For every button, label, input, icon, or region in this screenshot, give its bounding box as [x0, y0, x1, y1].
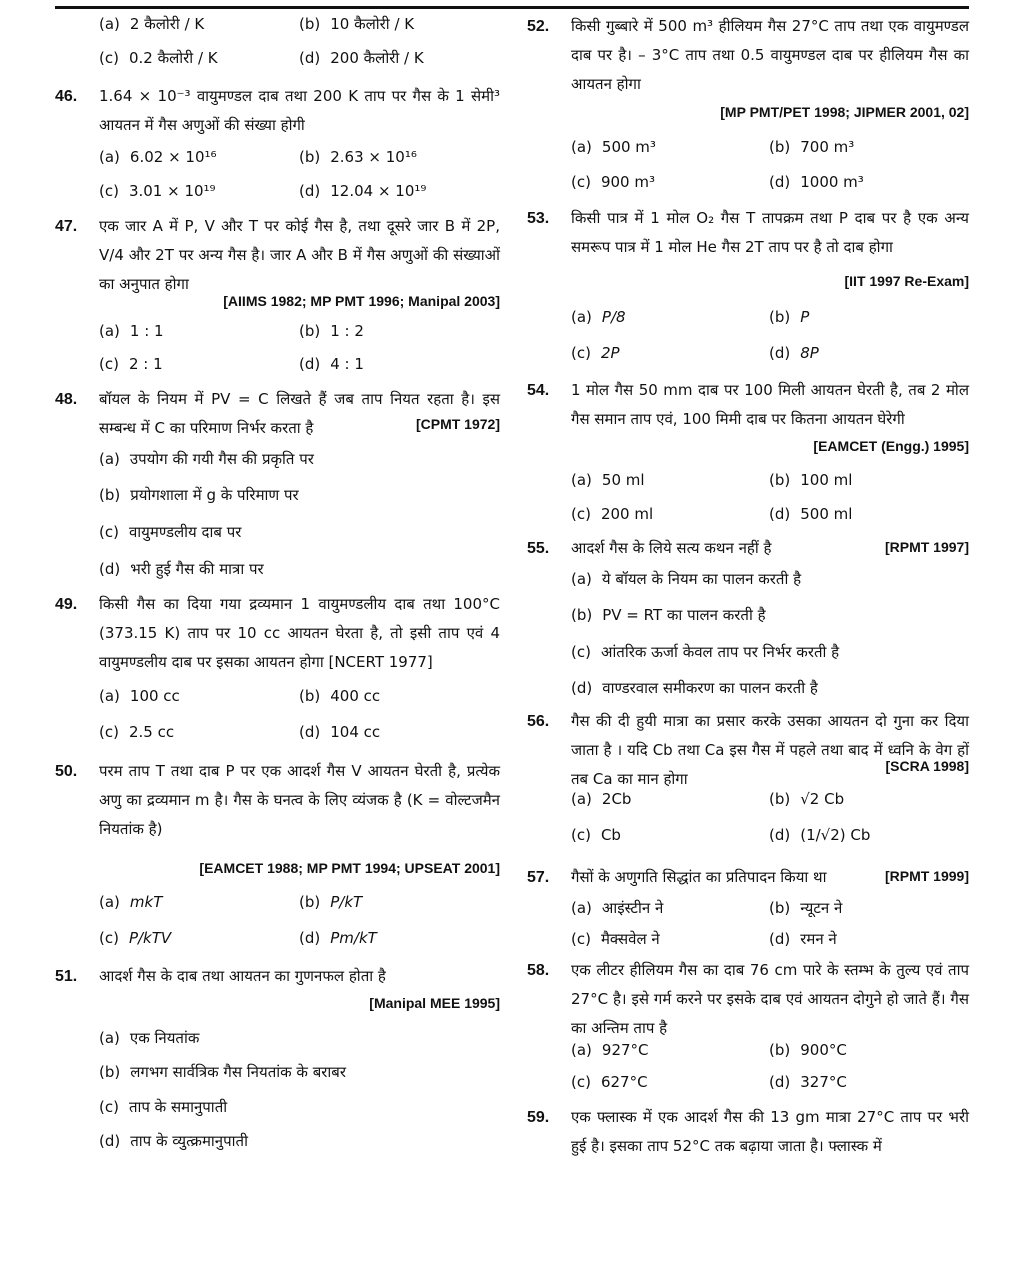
option-a: (a) उपयोग की गयी गैस की प्रकृति पर [99, 450, 314, 468]
option-d: (d) Pm/kT [299, 929, 377, 947]
option-d: (d) 200 कैलोरी / K [299, 49, 424, 67]
option-d: (d) 1000 m³ [769, 173, 864, 191]
question-number: 59. [527, 1109, 550, 1126]
question-48 [55, 385, 500, 443]
question-number: 46. [55, 88, 78, 105]
question-text: बॉयल के नियम में PV = C लिखते हैं जब ताप नियत रहता है। इस सम्बन्ध में C का परिमाण निर्भर करता है [99, 390, 500, 437]
option-a: (a) P/8 [571, 308, 626, 326]
option-c: (c) 2.5 cc [99, 723, 175, 741]
option-c: (c) वायुमण्डलीय दाब पर [99, 523, 242, 541]
option-c: (c) ताप के समानुपाती [99, 1098, 228, 1116]
option-a: (a) 6.02 × 10¹⁶ [99, 148, 217, 166]
option-c: (c) आंतरिक ऊर्जा केवल ताप पर निर्भर करती है [571, 643, 840, 661]
option-b: (b) √2 Cb [769, 790, 845, 808]
question-text: आदर्श गैस के दाब तथा आयतन का गुणनफल होता है [99, 967, 386, 985]
option-b: (b) लगभग सार्वत्रिक गैस नियतांक के बराबर [99, 1063, 346, 1081]
exam-source: [CPMT 1972] [415, 416, 500, 432]
question-number: 53. [527, 210, 550, 227]
question-53 [527, 204, 969, 262]
option-b: (b) प्रयोगशाला में g के परिमाण पर [99, 486, 299, 504]
option-d: (d) 12.04 × 10¹⁹ [299, 182, 427, 200]
question-number: 47. [55, 218, 78, 235]
option-d: (d) ताप के व्युत्क्रमानुपाती [99, 1132, 248, 1150]
question-text: परम ताप T तथा दाब P पर एक आदर्श गैस V आयतन घेरती है, प्रत्येक अणु का द्रव्यमान m है। गैस के घनत्व के लिए व्यंजक है (K = वोल्टजमैन नियतांक है) [99, 762, 500, 838]
question-51 [55, 962, 500, 991]
option-a: (a) एक नियतांक [99, 1029, 200, 1047]
question-number: 55. [527, 540, 550, 557]
exam-source: [RPMT 1997] [884, 539, 969, 555]
question-number: 54. [527, 382, 550, 399]
exam-source: [SCRA 1998] [885, 758, 969, 774]
question-54 [527, 376, 969, 434]
option-b: (b) 900°C [769, 1041, 847, 1059]
question-47 [55, 212, 500, 299]
option-c: (c) 3.01 × 10¹⁹ [99, 182, 216, 200]
option-c: (c) 2P [571, 344, 620, 362]
option-c: (c) 200 ml [571, 505, 654, 523]
option-a: (a) 100 cc [99, 687, 180, 705]
question-56 [527, 707, 969, 794]
option-a: (a) ये बॉयल के नियम का पालन करती है [571, 570, 802, 588]
question-text: किसी गुब्बारे में 500 m³ हीलियम गैस 27°C ताप तथा एक वायुमण्डल दाब पर है। – 3°C ताप तथा 0.5 वायुमण्डल दाब पर हीलियम गैस का आयतन होगा [571, 17, 969, 93]
question-49 [55, 590, 500, 677]
question-46 [55, 82, 500, 140]
question-number: 49. [55, 596, 78, 613]
option-c: (c) 627°C [571, 1073, 648, 1091]
question-text: किसी गैस का दिया गया द्रव्यमान 1 वायुमण्डलीय दाब तथा 100°C (373.15 K) ताप पर 10 cc आयतन घेरता है, तो इसी ताप एवं 4 वायुमण्डलीय दाब पर इसका आयतन होगा [NCERT 1977] [99, 595, 500, 671]
option-a: (a) 2Cb [571, 790, 632, 808]
question-text: एक लीटर हीलियम गैस का दाब 76 cm पारे के स्तम्भ के तुल्य एवं ताप 27°C है। इसे गर्म करने पर इसके दाब एवं आयतन दोगुने हो जाते हैं। गैस का अन्तिम ताप है [571, 961, 969, 1037]
option-c: (c) मैक्सवेल ने [571, 930, 660, 948]
option-c: (c) 2 : 1 [99, 355, 163, 373]
option-d: (d) 327°C [769, 1073, 847, 1091]
exam-source: [RPMT 1999] [884, 868, 969, 884]
option-c: (c) 900 m³ [571, 173, 655, 191]
option-c: (c) P/kTV [99, 929, 172, 947]
option-a: (a) mkT [99, 893, 163, 911]
question-text: 1.64 × 10⁻³ वायुमण्डल दाब तथा 200 K ताप पर गैस के 1 सेमी³ आयतन में गैस अणुओं की संख्या होगी [99, 87, 500, 134]
option-b: (b) P/kT [299, 893, 363, 911]
option-a: (a) 2 कैलोरी / K [99, 15, 205, 33]
question-59 [527, 1103, 969, 1161]
top-rule [55, 6, 969, 9]
question-number: 56. [527, 713, 550, 730]
option-b: (b) 400 cc [299, 687, 381, 705]
question-text: एक फ्लास्क में एक आदर्श गैस की 13 gm मात्रा 27°C ताप पर भरी हुई है। इसका ताप 52°C तक बढ़ाया जाता है। फ्लास्क में [571, 1108, 969, 1155]
question-number: 51. [55, 968, 78, 985]
option-d: (d) वाण्डरवाल समीकरण का पालन करती है [571, 679, 818, 697]
exam-source: [EAMCET (Engg.) 1995] [813, 438, 969, 454]
option-d: (d) 500 ml [769, 505, 853, 523]
exam-source: [Manipal MEE 1995] [369, 995, 500, 1011]
question-number: 48. [55, 391, 78, 408]
exam-source: [MP PMT/PET 1998; JIPMER 2001, 02] [720, 104, 969, 120]
question-text: गैस की दी हुयी मात्रा का प्रसार करके उसका आयतन दो गुना कर दिया जाता है । यदि Cb तथा Ca इस गैस में पहले तथा बाद में ध्वनि के वेग हों तब Ca का मान होगा [571, 712, 969, 788]
option-a: (a) 50 ml [571, 471, 645, 489]
option-d: (d) 8P [769, 344, 819, 362]
option-b: (b) 700 m³ [769, 138, 855, 156]
question-text: किसी पात्र में 1 मोल O₂ गैस T तापक्रम तथा P दाब पर है एक अन्य समरूप पात्र में 1 मोल He गैस 2T ताप पर है तो दाब होगा [571, 209, 969, 256]
option-a: (a) 1 : 1 [99, 322, 164, 340]
question-number: 50. [55, 763, 78, 780]
option-c: (c) Cb [571, 826, 621, 844]
question-58 [527, 956, 969, 1043]
option-a: (a) 927°C [571, 1041, 649, 1059]
question-text: 1 मोल गैस 50 mm दाब पर 100 मिली आयतन घेरती है, तब 2 मोल गैस समान ताप एवं, 100 मिमी दाब पर कितना आयतन घेरेगी [571, 381, 969, 428]
option-b: (b) PV = RT का पालन करती है [571, 606, 766, 624]
option-b: (b) न्यूटन ने [769, 899, 843, 917]
option-d: (d) 104 cc [299, 723, 381, 741]
question-52 [527, 12, 969, 99]
option-a: (a) 500 m³ [571, 138, 656, 156]
question-50 [55, 757, 500, 844]
option-d: (d) भरी हुई गैस की मात्रा पर [99, 560, 264, 578]
question-text: एक जार A में P, V और T पर कोई गैस है, तथा दूसरे जार B में 2P, V/4 और 2T पर अन्य गैस है। जार A और B में गैस अणुओं की संख्याओं का अनुपात होगा [99, 217, 500, 293]
exam-source: [EAMCET 1988; MP PMT 1994; UPSEAT 2001] [199, 860, 500, 876]
option-b: (b) 1 : 2 [299, 322, 364, 340]
question-number: 58. [527, 962, 550, 979]
option-d: (d) रमन ने [769, 930, 837, 948]
option-a: (a) आइंस्टीन ने [571, 899, 664, 917]
question-number: 52. [527, 18, 550, 35]
exam-source: [AIIMS 1982; MP PMT 1996; Manipal 2003] [223, 293, 500, 309]
option-c: (c) 0.2 कैलोरी / K [99, 49, 218, 67]
option-b: (b) 10 कैलोरी / K [299, 15, 415, 33]
question-number: 57. [527, 869, 550, 886]
exam-source: [IIT 1997 Re-Exam] [844, 273, 969, 289]
question-text: आदर्श गैस के लिये सत्य कथन नहीं है [571, 539, 772, 557]
option-b: (b) P [769, 308, 810, 326]
option-b: (b) 100 ml [769, 471, 853, 489]
option-d: (d) (1/√2) Cb [769, 826, 871, 844]
question-text: गैसों के अणुगति सिद्धांत का प्रतिपादन किया था [571, 868, 827, 886]
option-b: (b) 2.63 × 10¹⁶ [299, 148, 417, 166]
option-d: (d) 4 : 1 [299, 355, 364, 373]
